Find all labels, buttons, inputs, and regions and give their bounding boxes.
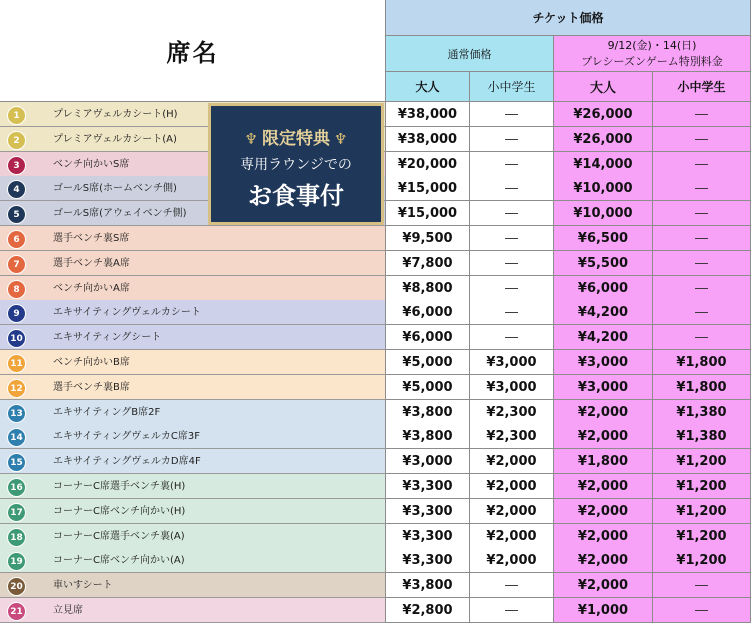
row-number-badge: 14 [7,428,26,447]
row-number-badge: 3 [7,156,26,175]
regular-adult-price: ¥38,000 [386,102,470,127]
special-child-price: ― [653,176,751,201]
table-row [0,375,386,400]
regular-adult-price: ¥7,800 [386,251,470,276]
regular-child-price: ― [470,102,554,127]
special-child-price: ¥1,200 [653,474,751,499]
regular-adult-price: ¥5,000 [386,350,470,375]
regular-child-price: ― [470,300,554,325]
special-child-price: ― [653,573,751,598]
ticket-price-header: チケット価格 [386,0,751,36]
row-number-badge: 10 [7,329,26,348]
seat-name: プレミアヴェルカシート(A) [53,134,177,145]
regular-child-price: ― [470,325,554,350]
seat-name: エキサイティングヴェルカC席3F [53,431,200,442]
special-adult-price: ¥2,000 [554,499,653,524]
special-child-price: ¥1,800 [653,350,751,375]
regular-child-price: ¥2,000 [470,548,554,573]
special-dates: 9/12(金)・14(日) [607,38,697,52]
regular-child-price: ― [470,251,554,276]
row-number-badge: 2 [7,131,26,150]
special-adult-price: ¥2,000 [554,524,653,549]
special-child-price: ¥1,800 [653,375,751,400]
seat-name: コーナーC席選手ベンチ裏(H) [53,481,186,492]
special-adult-price: ¥4,200 [554,300,653,325]
seat-name: ゴールS席(アウェイベンチ側) [53,208,187,219]
regular-adult-price: ¥38,000 [386,127,470,152]
regular-child-price: ¥2,000 [470,474,554,499]
regular-adult-price: ¥20,000 [386,152,470,177]
table-row [0,499,386,524]
badge-title: ♆ 限定特典 ♆ [244,129,348,149]
table-row [0,350,386,375]
seat-name: 選手ベンチ裏S席 [53,233,130,244]
regular-adult-header: 大人 [386,72,470,102]
special-adult-price: ¥1,800 [554,449,653,474]
table-row [0,524,386,549]
row-number-badge: 4 [7,180,26,199]
table-row [0,449,386,474]
row-number-badge: 11 [7,354,26,373]
table-row [0,424,386,449]
regular-adult-price: ¥6,000 [386,325,470,350]
seat-name: コーナーC席ベンチ向かい(H) [53,506,186,517]
table-row [0,474,386,499]
regular-adult-price: ¥8,800 [386,276,470,301]
special-adult-price: ¥2,000 [554,400,653,425]
seat-name: 立見席 [53,605,83,616]
special-adult-price: ¥6,000 [554,276,653,301]
special-adult-price: ¥14,000 [554,152,653,177]
row-number-badge: 7 [7,255,26,274]
regular-adult-price: ¥3,300 [386,548,470,573]
special-adult-price: ¥2,000 [554,474,653,499]
regular-child-price: ¥2,300 [470,424,554,449]
special-child-price: ― [653,152,751,177]
regular-adult-price: ¥5,000 [386,375,470,400]
seat-name: コーナーC席ベンチ向かい(A) [53,555,185,566]
regular-child-price: ― [470,573,554,598]
regular-child-price: ― [470,201,554,226]
special-child-price: ¥1,200 [653,499,751,524]
badge-subtitle: 専用ラウンジでの [240,157,352,173]
seat-name: コーナーC席選手ベンチ裏(A) [53,531,185,542]
regular-child-header: 小中学生 [470,72,554,102]
special-adult-price: ¥4,200 [554,325,653,350]
seat-name: ベンチ向かいS席 [53,159,130,170]
table-row [0,300,386,325]
regular-adult-price: ¥15,000 [386,176,470,201]
special-child-header: 小中学生 [653,72,751,102]
badge-main-text: お食事付 [248,181,344,210]
row-number-badge: 16 [7,478,26,497]
regular-child-price: ¥2,000 [470,499,554,524]
regular-adult-price: ¥3,800 [386,424,470,449]
special-adult-price: ¥1,000 [554,598,653,623]
seat-name: 車いすシート [53,580,113,591]
wheat-icon: ♆ [334,130,348,148]
special-child-price: ¥1,200 [653,449,751,474]
regular-adult-price: ¥3,800 [386,573,470,598]
row-number-badge: 18 [7,528,26,547]
regular-adult-price: ¥3,300 [386,499,470,524]
seat-name: エキサイティングB席2F [53,407,161,418]
special-child-price: ― [653,300,751,325]
regular-child-price: ― [470,176,554,201]
special-adult-price: ¥26,000 [554,102,653,127]
seat-name: 選手ベンチ裏B席 [53,382,130,393]
row-number-badge: 19 [7,552,26,571]
special-adult-price: ¥6,500 [554,226,653,251]
regular-child-price: ¥3,000 [470,350,554,375]
special-adult-price: ¥26,000 [554,127,653,152]
row-number-badge: 15 [7,453,26,472]
special-adult-price: ¥3,000 [554,375,653,400]
regular-child-price: ¥2,000 [470,449,554,474]
regular-child-price: ― [470,127,554,152]
regular-adult-price: ¥6,000 [386,300,470,325]
limited-benefit-badge [208,103,384,225]
regular-price-header: 通常価格 [386,36,554,72]
special-child-price: ― [653,226,751,251]
regular-adult-price: ¥3,300 [386,474,470,499]
special-child-price: ¥1,380 [653,424,751,449]
special-adult-price: ¥2,000 [554,548,653,573]
regular-child-price: ¥2,000 [470,524,554,549]
regular-adult-price: ¥3,300 [386,524,470,549]
special-adult-header: 大人 [554,72,653,102]
row-number-badge: 9 [7,304,26,323]
special-child-price: ¥1,380 [653,400,751,425]
special-child-price: ― [653,598,751,623]
table-row [0,400,386,425]
regular-adult-price: ¥9,500 [386,226,470,251]
regular-child-price: ― [470,152,554,177]
seat-name: エキサイティングヴェルカシート [53,307,201,318]
seat-name: エキサイティングシート [53,332,162,343]
row-number-badge: 6 [7,230,26,249]
special-adult-price: ¥3,000 [554,350,653,375]
special-adult-price: ¥10,000 [554,176,653,201]
special-child-price: ― [653,201,751,226]
special-adult-price: ¥2,000 [554,573,653,598]
row-number-badge: 12 [7,379,26,398]
seat-name: エキサイティングヴェルカD席4F [53,456,201,467]
special-adult-price: ¥10,000 [554,201,653,226]
special-child-price: ― [653,276,751,301]
seat-name: プレミアヴェルカシート(H) [53,109,178,120]
seat-name: ベンチ向かいB席 [53,357,130,368]
table-row [0,573,386,598]
seat-name: 選手ベンチ裏A席 [53,258,130,269]
table-row [0,598,386,623]
row-number-badge: 17 [7,503,26,522]
special-adult-price: ¥2,000 [554,424,653,449]
regular-adult-price: ¥3,800 [386,400,470,425]
regular-child-price: ¥2,300 [470,400,554,425]
special-child-price: ― [653,127,751,152]
table-row [0,276,386,301]
special-label: プレシーズンゲーム特別料金 [581,54,723,68]
row-number-badge: 5 [7,205,26,224]
row-number-badge: 20 [7,577,26,596]
regular-child-price: ― [470,226,554,251]
seat-name: ベンチ向かいA席 [53,283,130,294]
table-row [0,226,386,251]
special-adult-price: ¥5,500 [554,251,653,276]
special-child-price: ― [653,251,751,276]
seat-name-header: 席名 [0,0,386,102]
regular-adult-price: ¥3,000 [386,449,470,474]
table-row [0,251,386,276]
special-child-price: ― [653,325,751,350]
table-row [0,548,386,573]
row-number-badge: 13 [7,404,26,423]
regular-child-price: ¥3,000 [470,375,554,400]
wheat-icon: ♆ [244,130,258,148]
row-number-badge: 8 [7,280,26,299]
table-row [0,325,386,350]
special-child-price: ¥1,200 [653,548,751,573]
regular-adult-price: ¥2,800 [386,598,470,623]
regular-child-price: ― [470,598,554,623]
regular-child-price: ― [470,276,554,301]
special-child-price: ¥1,200 [653,524,751,549]
special-price-header [554,36,751,72]
special-child-price: ― [653,102,751,127]
regular-adult-price: ¥15,000 [386,201,470,226]
row-number-badge: 1 [7,106,26,125]
row-number-badge: 21 [7,602,26,621]
seat-name: ゴールS席(ホームベンチ側) [53,183,177,194]
